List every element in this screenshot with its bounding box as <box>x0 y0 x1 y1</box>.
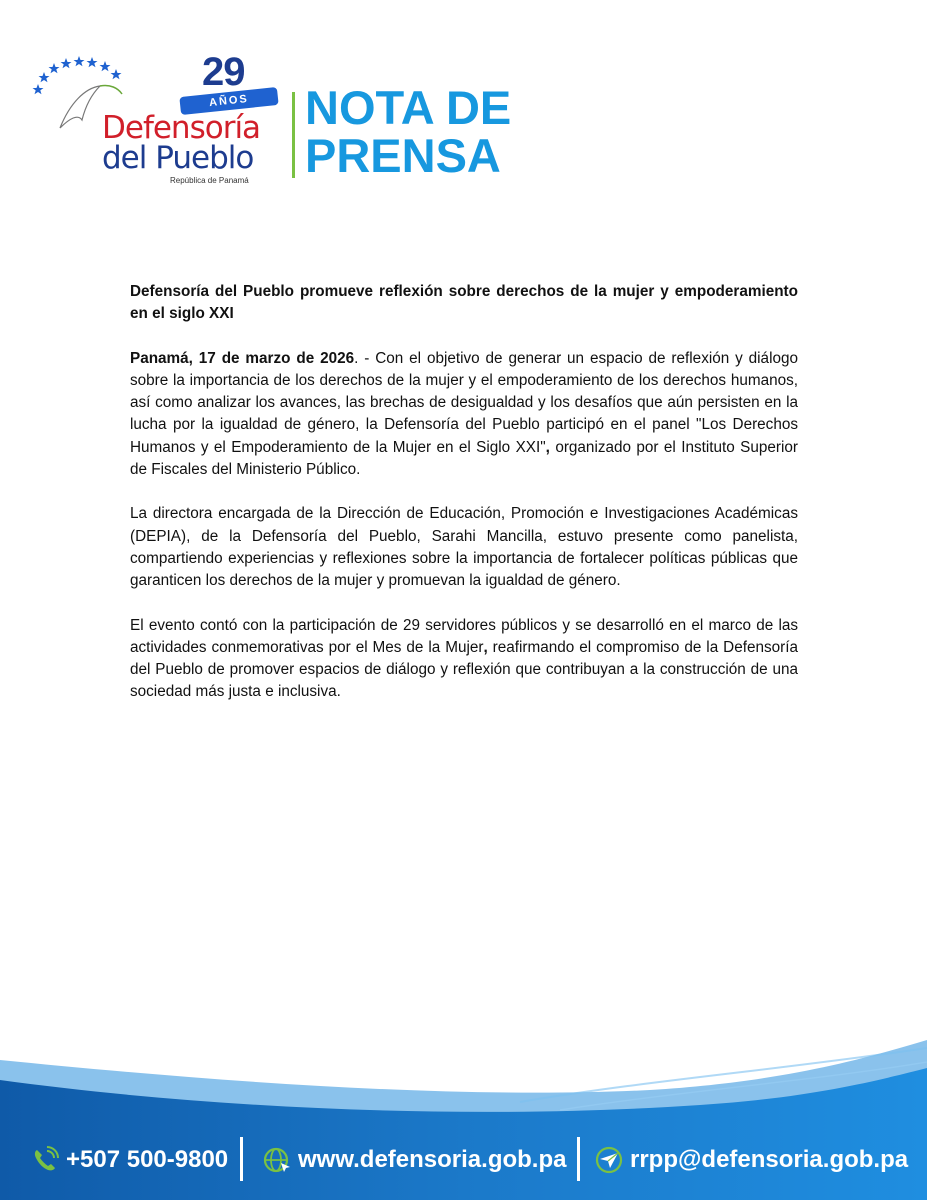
paragraph-3-text-a: El evento contó con la participación de 29 servidores públicos y se desarrolló en el marco de las actividades conmemorativas por el Mes de la Mujer <box>130 616 798 656</box>
article-headline: Defensoría del Pueblo promueve reflexión sobre derechos de la mujer y empoderamiento en el siglo XXI <box>130 283 798 323</box>
footer-phone <box>30 1136 228 1184</box>
article-paragraph-3 <box>130 615 798 704</box>
header-divider <box>292 92 295 178</box>
paragraph-1-comma: , <box>545 438 550 456</box>
article-body <box>130 281 798 726</box>
logo-name-line1: Defensoría <box>102 110 261 146</box>
banner-line2: PRENSA <box>305 129 501 182</box>
footer-separator <box>240 1137 243 1181</box>
email-icon <box>594 1145 624 1175</box>
footer-website[interactable] <box>262 1136 566 1184</box>
paragraph-3-text-b: reafirmando el compromiso de la Defensoría del Pueblo de promover espacios de diálogo y reflexión que contribuyan a la construcción de una sociedad más justa e inclusiva. <box>130 638 798 701</box>
footer-email[interactable] <box>594 1136 908 1184</box>
anniversary-number: 29 <box>202 50 245 94</box>
defensoria-logo <box>30 48 295 188</box>
paragraph-1-text-b: organizado por el Instituto Superior de Fiscales del Ministerio Público. <box>130 438 798 479</box>
anniversary-ribbon: AÑOS <box>179 87 278 115</box>
paragraph-1-text-a: . - Con el objetivo de generar un espacio de reflexión y diálogo sobre la importancia de los derechos de la mujer y el empoderamiento de los derechos humanos, así como analizar los avances, las brechas de desigualdad y los desafíos que aún persisten en la lucha por la igualdad de género, la Defensoría del Pueblo participó en el panel "Los Derechos Humanos y el Empoderamiento de la Mujer en el Siglo XXI" <box>130 349 798 456</box>
press-release-banner <box>305 81 512 182</box>
email-address[interactable]: rrpp@defensoria.gob.pa <box>630 1146 909 1173</box>
phone-number: +507 500-9800 <box>66 1146 229 1173</box>
globe-icon <box>262 1145 292 1175</box>
article-paragraph-2: La directora encargada de la Dirección de Educación, Promoción e Investigaciones Académicas (DEPIA), de la Defensoría del Pueblo, Sarahi Mancilla, estuvo presente como panelista, compartiendo experiencias y reflexiones sobre la importancia de fortalecer políticas públicas que garanticen los derechos de la mujer y promuevan la igualdad de género. <box>130 505 798 590</box>
article-dateline: Panamá, 17 de marzo de 2026 <box>130 349 355 367</box>
footer-separator <box>577 1137 580 1181</box>
logo-country: República de Panamá <box>170 176 249 185</box>
paragraph-3-comma: , <box>483 638 488 656</box>
logo-name-line2: del Pueblo <box>102 140 254 176</box>
phone-icon <box>30 1145 60 1175</box>
banner-line1: NOTA DE <box>305 81 512 134</box>
article-paragraph-1 <box>130 348 798 482</box>
website-link[interactable]: www.defensoria.gob.pa <box>298 1146 567 1173</box>
